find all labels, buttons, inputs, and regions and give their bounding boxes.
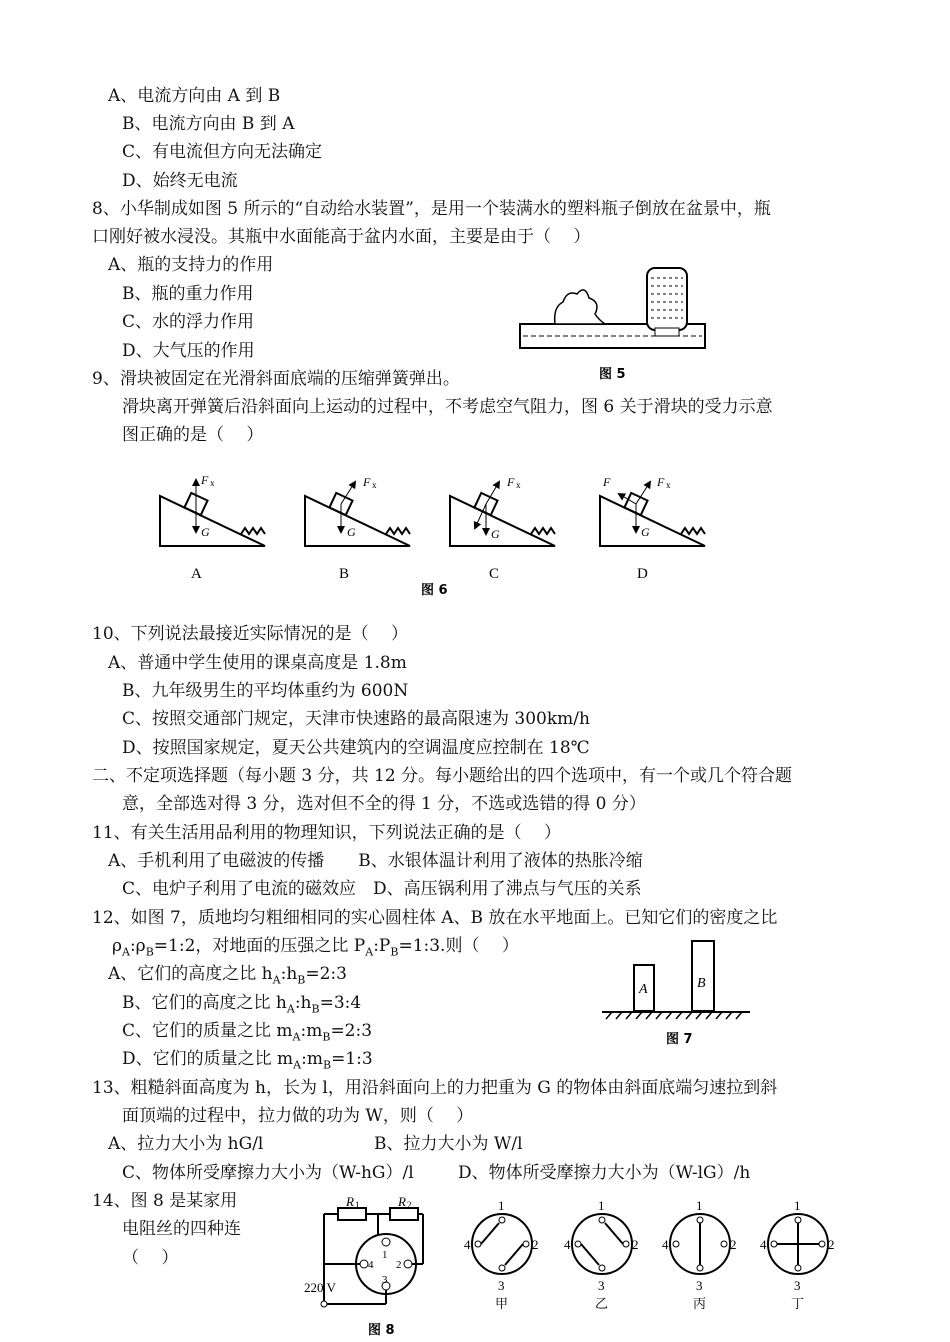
q10-option-c: C、按照交通部门规定，天津市快速路的最高限速为 300km/h [122,709,590,729]
fig6-panel-b [305,475,410,582]
q13-stem-line1: 13、粗糙斜面高度为 h，长为 l，用沿斜面向上的力把重为 G 的物体由斜面底端匀速拉到斜 [92,1078,778,1098]
svg-text:1: 1 [696,1198,703,1213]
svg-text:1: 1 [382,1249,388,1261]
q9-stem-line3: 图正确的是（ ） [122,425,264,445]
q13-option-b: B、拉力大小为 W/l [374,1134,523,1154]
svg-text:3: 3 [794,1278,801,1293]
fig8-r2 [390,1208,418,1220]
fig5-plant [555,290,605,324]
section2-heading-line1: 二、不定项选择题（每小题 3 分，共 12 分。每小题给出的四个选项中，有一个或几个符合题 [92,766,793,786]
q7-option-d: D、始终无电流 [122,171,238,191]
q13-option-a: A、拉力大小为 hG/l [108,1134,264,1154]
q12-option-a: A、它们的高度之比 $h_A:h_B=2:3$ [108,964,347,987]
q12-option-b: B、它们的高度之比 $h_A:h_B=3:4$ [122,993,362,1016]
q10-stem: 10、下列说法最接近实际情况的是（ ） [92,624,409,644]
q7-option-c: C、有电流但方向无法确定 [122,142,323,162]
figure-7 [598,935,758,1050]
svg-text:2: 2 [407,1200,412,1210]
svg-text:R: R [398,1194,406,1209]
q9-stem-line1: 9、滑块被固定在光滑斜面底端的压缩弹簧弹出。 [92,369,460,389]
svg-text:x: x [210,478,215,488]
svg-text:G: G [347,525,356,539]
q13-stem-line2: 面顶端的过程中，拉力做的功为 W，则（ ） [122,1106,474,1126]
svg-text:2: 2 [532,1237,539,1252]
fig7-label-b: B [697,976,706,991]
svg-text:x: x [516,480,521,490]
fig8-label-ding: 丁 [791,1296,805,1311]
q8-option-a: A、瓶的支持力的作用 [108,255,274,275]
fig8-label-jia: 甲 [495,1296,509,1311]
svg-text:x: x [666,480,671,490]
svg-text:F: F [507,475,515,489]
q8-stem-line2: 口刚好被水浸没。其瓶中水面能高于盆内水面，主要是由于（ ） [92,227,591,247]
svg-text:1: 1 [498,1198,505,1213]
q10-option-d: D、按照国家规定，夏天公共建筑内的空调温度应控制在 18℃ [122,738,590,758]
fig8-label-bing: 丙 [693,1296,707,1311]
q9-stem-line2: 滑块离开弹簧后沿斜面向上运动的过程中，不考虑空气阻力，图 6 关于滑块的受力示意 [122,397,773,417]
fig8-r1 [338,1208,366,1220]
svg-text:3: 3 [696,1278,703,1293]
svg-text:1: 1 [794,1198,801,1213]
svg-text:F: F [363,475,371,489]
svg-text:2: 2 [730,1237,737,1252]
fig6-panel-c [450,475,555,582]
svg-text:4: 4 [760,1237,767,1252]
q11-options-ab: A、手机利用了电磁波的传播 B、水银体温计利用了液体的热胀冷缩 [108,851,643,871]
svg-text:F: F [201,473,209,487]
svg-text:4: 4 [368,1259,374,1271]
svg-text:F: F [657,475,665,489]
svg-text:1: 1 [355,1200,360,1210]
svg-text:3: 3 [498,1278,505,1293]
svg-text:4: 4 [662,1237,669,1252]
q13-option-d: D、物体所受摩擦力大小为（W-lG）/h [458,1163,751,1183]
q10-option-b: B、九年级男生的平均体重约为 600N [122,681,409,701]
q12-stem-line1: 12、如图 7，质地均匀粗细相同的实心圆柱体 A、B 放在水平地面上。已知它们的密度之比 [92,908,778,928]
q7-option-a: A、电流方向由 A 到 B [108,86,281,106]
q12-stem-line2: $\rho_A:\rho_B=1:2$，对地面的压强之比 $P_A:P_B=1:3$.则（ ） [112,936,519,959]
figure-5 [515,262,710,387]
svg-text:4: 4 [564,1237,571,1252]
svg-text:F: F [603,475,611,489]
svg-text:4: 4 [464,1237,471,1252]
svg-text:2: 2 [632,1237,639,1252]
svg-text:G: G [641,525,650,539]
svg-text:G: G [491,527,500,541]
q12-option-d: D、它们的质量之比 $m_A:m_B=1:3$ [122,1049,373,1072]
q8-stem-line1: 8、小华制成如图 5 所示的“自动给水装置”，是用一个装满水的塑料瓶子倒放在盆景中，瓶 [92,199,771,219]
q8-option-d: D、大气压的作用 [122,341,255,361]
fig6-label-d: D [637,566,648,582]
svg-text:1: 1 [598,1198,605,1213]
fig6-panel-d [600,475,705,582]
fig8-label-yi: 乙 [595,1296,609,1311]
fig5-caption: 图 5 [599,367,626,382]
q8-option-c: C、水的浮力作用 [122,312,255,332]
q14-stem-line1: 14、图 8 是某家用 [92,1191,238,1211]
q14-stem-line3: （ ） [122,1248,179,1268]
fig5-bottle-neck [655,328,679,336]
svg-text:2: 2 [828,1237,835,1252]
svg-text:x: x [372,480,377,490]
section2-heading-line2: 意，全部选对得 3 分，选对但不全的得 1 分，不选或选错的得 0 分） [122,794,646,814]
svg-text:R: R [346,1194,354,1209]
svg-text:G: G [201,525,210,539]
fig6-label-b: B [339,566,350,582]
q14-stem-line2: 电阻丝的四种连 [122,1219,241,1239]
q10-option-a: A、普通中学生使用的课桌高度是 1.8m [108,653,407,673]
q11-stem: 11、有关生活用品利用的物理知识，下列说法正确的是（ ） [92,823,562,843]
q12-option-c: C、它们的质量之比 $m_A:m_B=2:3$ [122,1021,373,1044]
fig8-voltage: 220 V [304,1280,336,1295]
q11-options-cd: C、电炉子利用了电流的磁效应 D、高压锅利用了沸点与气压的关系 [122,879,642,899]
q7-option-b: B、电流方向由 B 到 A [122,114,295,134]
fig5-bottle [647,268,687,330]
fig7-caption: 图 7 [666,1032,693,1047]
fig6-caption: 图 6 [421,583,448,598]
svg-text:2: 2 [396,1259,402,1271]
q13-option-c: C、物体所受摩擦力大小为（W-hG）/l [122,1163,414,1183]
fig6-label-c: C [489,566,500,582]
fig6-label-a: A [191,566,202,582]
svg-text:3: 3 [598,1278,605,1293]
figure-8 [268,1192,868,1342]
fig6-panel-a [160,473,265,582]
figure-6 [145,470,735,605]
fig8-caption: 图 8 [368,1323,395,1338]
fig7-label-a: A [639,982,648,997]
svg-text:3: 3 [382,1274,388,1286]
q8-option-b: B、瓶的重力作用 [122,284,254,304]
